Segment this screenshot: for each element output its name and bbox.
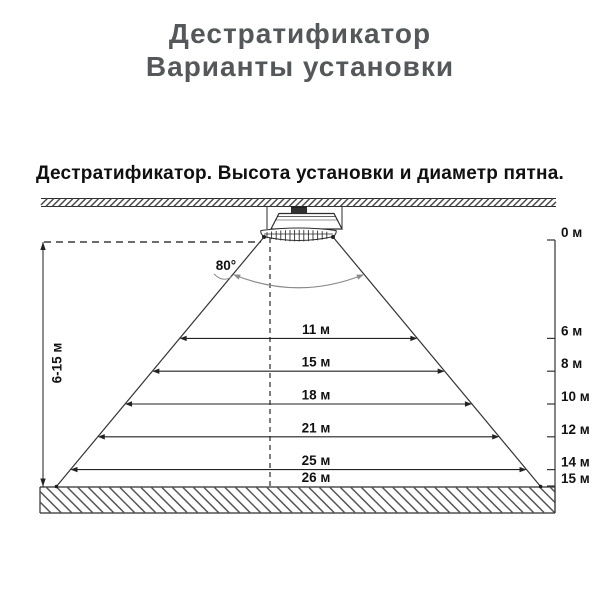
diameter-label: 11 м [301, 321, 331, 337]
angle-dimension [214, 258, 364, 288]
destratifier-unit [261, 207, 342, 241]
title-line-2: Варианты установки [145, 51, 455, 82]
arc-arrow-left-icon [233, 275, 241, 280]
ruler-height-label: 6 м [561, 323, 583, 339]
ruler-height-label: 10 м [561, 389, 590, 404]
diameter-line [180, 322, 418, 341]
ruler-height-label: 15 м [561, 471, 590, 486]
ruler-height-label: 14 м [561, 454, 590, 470]
title-line-1: Дестратификатор [168, 18, 432, 49]
floor [40, 487, 555, 513]
angle-leader-line [214, 274, 232, 279]
angle-arc [233, 275, 364, 288]
unit-grille [261, 228, 336, 241]
zero-height-label: 0 м [561, 225, 583, 240]
arrow-down-icon [40, 479, 45, 487]
spread-levels [70, 322, 526, 485]
diameter-label: 26 м [301, 470, 331, 485]
mount-box [292, 207, 307, 214]
diameter-line [125, 388, 472, 407]
angle-label: 80° [215, 258, 237, 273]
air-cone [55, 237, 543, 488]
diameter-label: 18 м [301, 387, 331, 403]
arrow-up-icon [40, 242, 45, 250]
arc-arrow-right-icon [356, 275, 364, 280]
mount-height-label: 6-15 м [49, 342, 65, 384]
cone-edge-right-line [333, 237, 541, 487]
cone-edge-left-line [56, 237, 264, 487]
floor-contact-dot-right [539, 485, 543, 489]
ruler-height-label: 12 м [561, 421, 590, 437]
diameter-line [70, 453, 526, 472]
diameter-label: 25 м [301, 453, 331, 469]
floor-contact-dot-left [55, 485, 59, 489]
diagram-subtitle: Дестратификатор. Высота установки и диаметр пятна. [36, 163, 564, 184]
diameter-label: 21 м [301, 420, 331, 436]
ceiling [41, 199, 556, 207]
mount-height-dimension [40, 242, 64, 487]
diameter-line [98, 420, 499, 439]
diameter-line [152, 355, 444, 374]
ruler-height-label: 8 м [561, 356, 583, 372]
unit-body [271, 214, 342, 230]
diameter-label: 15 м [301, 354, 331, 370]
height-ruler [547, 225, 590, 513]
